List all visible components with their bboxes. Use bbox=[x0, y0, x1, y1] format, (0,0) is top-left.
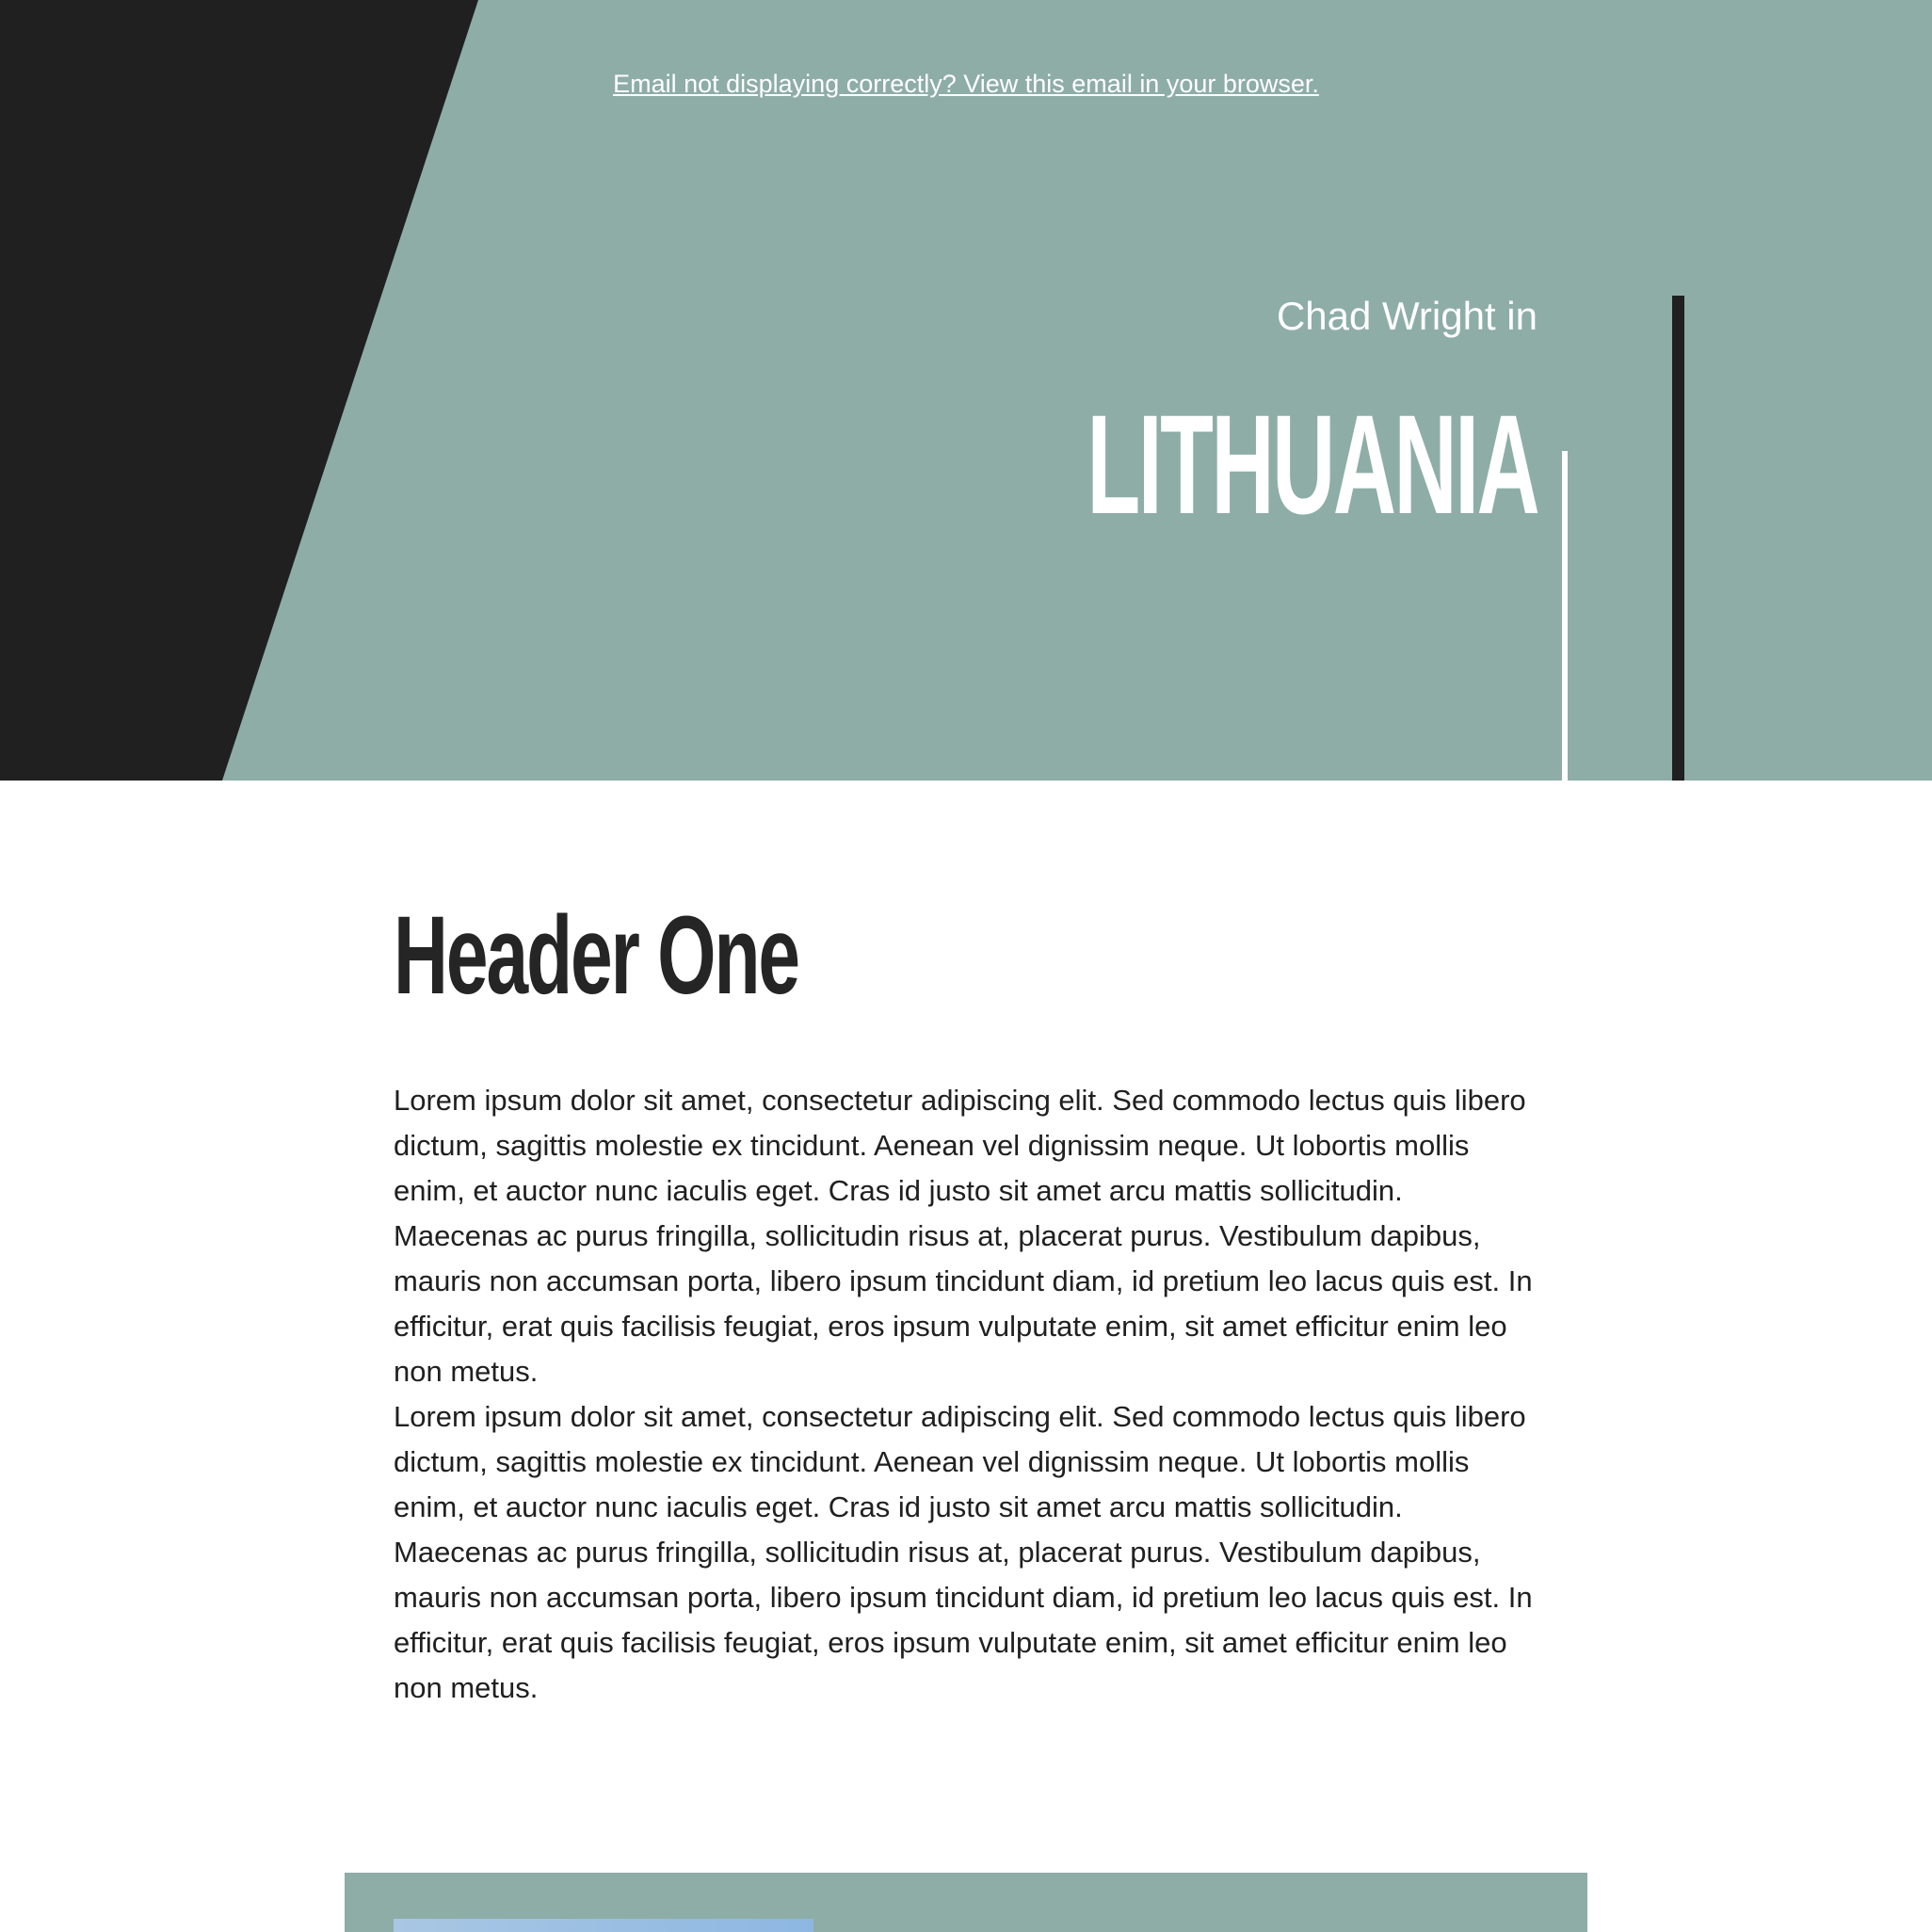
section-heading: Header One bbox=[394, 894, 799, 1018]
featured-block bbox=[345, 1873, 1587, 1932]
paragraph: Lorem ipsum dolor sit amet, consectetur adipiscing elit. Sed commodo lectus quis libero dictum, sagittis molestie ex tincidunt. Aenean vel dignissim neque. Ut lobortis mollis enim, et auctor nunc iaculis eget. Cras id justo sit amet arcu mattis sollicitudin. Maecenas ac purus fringilla, sollicitudin risus at, placerat purus. Vestibulum dapibus, mauris non accumsan porta, libero ipsum tincidunt diam, id pretium leo lacus quis est. In efficitur, erat quis facilisis feugiat, eros ipsum vulputate enim, sit amet efficitur enim leo non metus. bbox=[394, 1084, 1533, 1388]
content-section bbox=[394, 894, 1552, 1704]
white-accent-line bbox=[1562, 451, 1568, 781]
paragraph: Lorem ipsum dolor sit amet, consectetur adipiscing elit. Sed commodo lectus quis libero dictum, sagittis molestie ex tincidunt. Aenean vel dignissim neque. Ut lobortis mollis enim, et auctor nunc iaculis eget. Cras id justo sit amet arcu mattis sollicitudin. Maecenas ac purus fringilla, sollicitudin risus at, placerat purus. Vestibulum dapibus, mauris non accumsan porta, libero ipsum tincidunt diam, id pretium leo lacus quis est. In efficitur, erat quis facilisis feugiat, eros ipsum vulputate enim, sit amet efficitur enim leo non metus. bbox=[394, 1400, 1533, 1704]
hero-subtitle: Chad Wright in bbox=[1276, 294, 1538, 338]
body-text bbox=[394, 1078, 1542, 1711]
featured-image[interactable] bbox=[394, 1919, 813, 1932]
dark-diagonal-polygon bbox=[0, 0, 478, 781]
dark-diagonal-shape bbox=[0, 0, 1932, 781]
dark-accent-line bbox=[1672, 296, 1684, 781]
hero-title: LITHUANIA bbox=[1087, 385, 1538, 543]
view-in-browser-link[interactable]: Email not displaying correctly? View this email in your browser. bbox=[613, 70, 1319, 98]
hero-banner bbox=[0, 0, 1932, 781]
